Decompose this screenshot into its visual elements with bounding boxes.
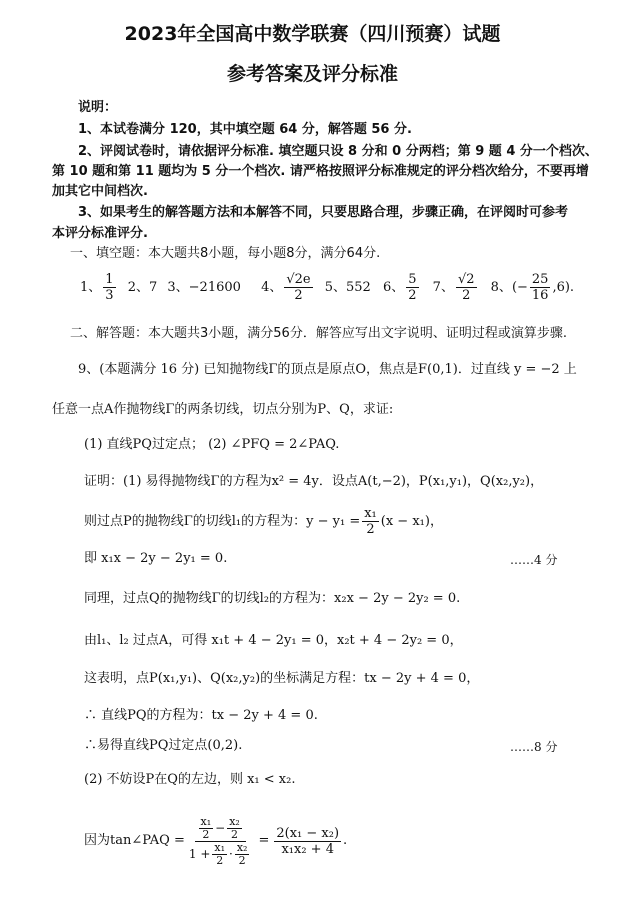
problem-9-line-1: 9、(本题满分 16 分) 已知抛物线Γ的顶点是原点O，焦点是F(0,1)．过直线 y = −2 上 [78, 362, 577, 377]
tan-denominator: 1 + $\frac{\text{x₁}}{2}$ · $\frac{\text{x₂}}{2}$ [188, 840, 248, 867]
tan-formula: 因为tan∠PAQ = $\frac{\text{x₁}}{2}$ − $\frac{\text{x₂}}{2}$ 1 + $\frac{\text{x₁}}{2}$ · $\frac{\text{x₂}}{2}$ = $\frac{\text{2(x₁ − x₂)}}{\text{x₁x₂ + 4}}$ . [84, 814, 348, 867]
score-4: ……4 分 [510, 553, 558, 567]
note-3-line-2: 本评分标准评分. [52, 226, 148, 241]
answer-7-label: 7、 [432, 280, 454, 295]
answer-7-fraction: $\frac{√2}{2}$ [457, 272, 475, 303]
answer-3: 3、−21600 [167, 280, 241, 295]
section-2-heading: 二、解答题：本大题共3小题，满分56分．解答应写出文字说明、证明过程或演算步骤. [70, 326, 567, 341]
proof-line-8: ∴易得直线PQ过定点(0,2). [84, 738, 243, 753]
page-title: 2023年全国高中数学联赛（四川预赛）试题 [124, 23, 501, 45]
answer-5: 5、552 [324, 280, 371, 295]
proof-line-5: 由l₁、l₂ 过点A，可得 x₁t + 4 − 2y₁ = 0，x₂t + 4 − 2y₂ = 0， [84, 633, 463, 648]
answer-4-label: 4、 [261, 280, 283, 295]
note-2-line-3: 加其它中间档次. [52, 184, 148, 199]
answer-1-fraction: $\frac{1}{3}$ [105, 272, 114, 303]
notes-heading: 说明： [78, 100, 118, 115]
answer-6-fraction: $\frac{5}{2}$ [408, 272, 417, 303]
proof-line-9: (2) 不妨设P在Q的左边，则 x₁ < x₂. [84, 772, 296, 787]
answer-8-fraction: $\frac{25}{16}$ [531, 272, 549, 303]
tangent-slope-fraction: $\frac{\text{x₁}}{2}$ [364, 506, 377, 537]
answer-6-label: 6、 [382, 280, 405, 295]
problem-9-line-2: 任意一点A作抛物线Γ的两条切线，切点分别为P、Q，求证: [52, 402, 394, 417]
section-1-heading: 一、填空题：本大题共8小题，每小题8分，满分64分. [70, 246, 381, 261]
answer-4-fraction: $\frac{√2e}{2}$ [286, 272, 311, 303]
answer-1-label: 1、 [80, 280, 102, 295]
proof-line-2: 则过点P的抛物线Γ的切线l₁的方程为：y − y₁ = $\frac{\text{x₁}}{2}$ (x − x₁)， [84, 506, 443, 537]
tan-numerator: $\frac{\text{x₁}}{2}$ − $\frac{\text{x₂}}{2}$ [195, 816, 246, 842]
tan-result-fraction: $\frac{\text{2(x₁ − x₂)}}{\text{x₁x₂ + 4}}$ [276, 825, 340, 857]
proof-line-3: 即 x₁x − 2y − 2y₁ = 0. [84, 551, 228, 566]
answer-2: 2、7 [127, 280, 158, 295]
note-1: 1、本试卷满分 120，其中填空题 64 分，解答题 56 分. [78, 122, 412, 137]
note-2-line-1: 2、评阅试卷时，请依据评分标准. 填空题只设 8 分和 0 分两档；第 9 题 4 分一个档次、 [78, 144, 598, 159]
proof-line-6: 这表明，点P(x₁,y₁)、Q(x₂,y₂)的坐标满足方程：tx − 2y + 4 = 0， [84, 671, 480, 686]
score-8: ……8 分 [510, 740, 558, 754]
note-3-line-1: 3、如果考生的解答题方法和本解答不同，只要思路合理，步骤正确，在评阅时可参考 [78, 205, 569, 220]
page-subtitle: 参考答案及评分标准 [226, 63, 398, 85]
note-2-line-2: 第 10 题和第 11 题均为 5 分一个档次. 请严格按照评分标准规定的评分档次给分，不要再增 [52, 164, 589, 179]
proof-line-4: 同理，过点Q的抛物线Γ的切线l₂的方程为：x₂x − 2y − 2y₂ = 0. [84, 591, 461, 606]
problem-9-line-3: (1) 直线PQ过定点； (2) ∠PFQ = 2∠PAQ. [84, 437, 340, 452]
answer-8-label: 8、 [490, 280, 512, 295]
tan-big-fraction [187, 816, 254, 867]
proof-line-1: 证明：(1) 易得抛物线Γ的方程为x² = 4y．设点A(t,−2)，P(x₁,y₁)，Q(x₂,y₂)， [84, 474, 544, 489]
proof-line-7: ∴ 直线PQ的方程为：tx − 2y + 4 = 0. [84, 708, 318, 723]
fill-blank-answers: 1、 $\frac{1}{3}$ 2、7 3、−21600 4、 $\frac{√2e}{2}$ 5、552 6、 $\frac{5}{2}$ 7、 $\frac{√2}{2}$ 8、(− $\frac{25}{16}$ ,6). [80, 272, 575, 303]
